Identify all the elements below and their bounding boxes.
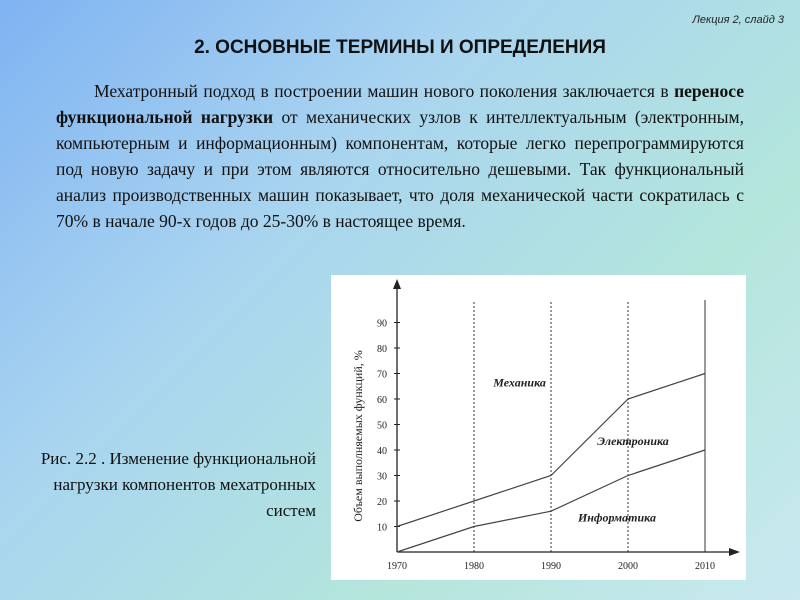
x-tick-label-2010: 2010 — [695, 561, 715, 572]
paragraph-bold-term: переносе функциональной нагрузки — [56, 81, 744, 127]
slide-reference: Лекция 2, слайд 3 — [692, 14, 784, 26]
y-tick-label-30: 30 — [377, 471, 387, 483]
y-tick-label-60: 60 — [377, 395, 387, 406]
line-chart — [331, 275, 746, 580]
slide-title: 2. ОСНОВНЫЕ ТЕРМИНЫ И ОПРЕДЕЛЕНИЯ — [194, 37, 606, 58]
y-tick-label-10: 10 — [377, 522, 387, 534]
y-tick-label-50: 50 — [377, 420, 387, 432]
x-tick-label-1970: 1970 — [387, 561, 407, 572]
y-axis-arrow — [393, 279, 401, 289]
x-tick-label-1990: 1990 — [541, 561, 561, 572]
chart-container — [331, 275, 746, 580]
y-tick-label-80: 80 — [377, 344, 387, 355]
y-axis-label: Объем выполняемых функций, % — [351, 350, 365, 522]
paragraph-text-2: от механических узлов к интеллектуальным (электронным, компьютерным и информационным) компонентам, которые легко перепрограммируются под новую задачу и при этом являются относительно дешевыми. Так функциональный анализ производственных машин показывает, что доля механической части сократилась с 70% в начале 90-х годов до 25-30% в настоящее время. — [56, 107, 744, 231]
y-tick-label-20: 20 — [377, 497, 387, 508]
x-axis-arrow — [729, 548, 740, 556]
x-tick-label-1980: 1980 — [464, 561, 484, 572]
y-tick-label-40: 40 — [377, 446, 387, 457]
figure-caption: Рис. 2.2 . Изменение функциональной нагрузки компонентов мехатронных систем — [40, 449, 316, 520]
series-line-1 — [397, 450, 705, 552]
main-paragraph — [56, 78, 744, 234]
series-label-0: Механика — [493, 375, 546, 390]
series-label-1: Электроника — [597, 433, 669, 448]
y-tick-label-90: 90 — [377, 318, 387, 330]
paragraph-text-1: Мехатронный подход в построении машин нового поколения заключается в — [94, 81, 675, 101]
y-tick-label-70: 70 — [377, 369, 387, 381]
series-label-2: Информатика — [577, 510, 656, 525]
x-tick-label-2000: 2000 — [618, 561, 638, 572]
